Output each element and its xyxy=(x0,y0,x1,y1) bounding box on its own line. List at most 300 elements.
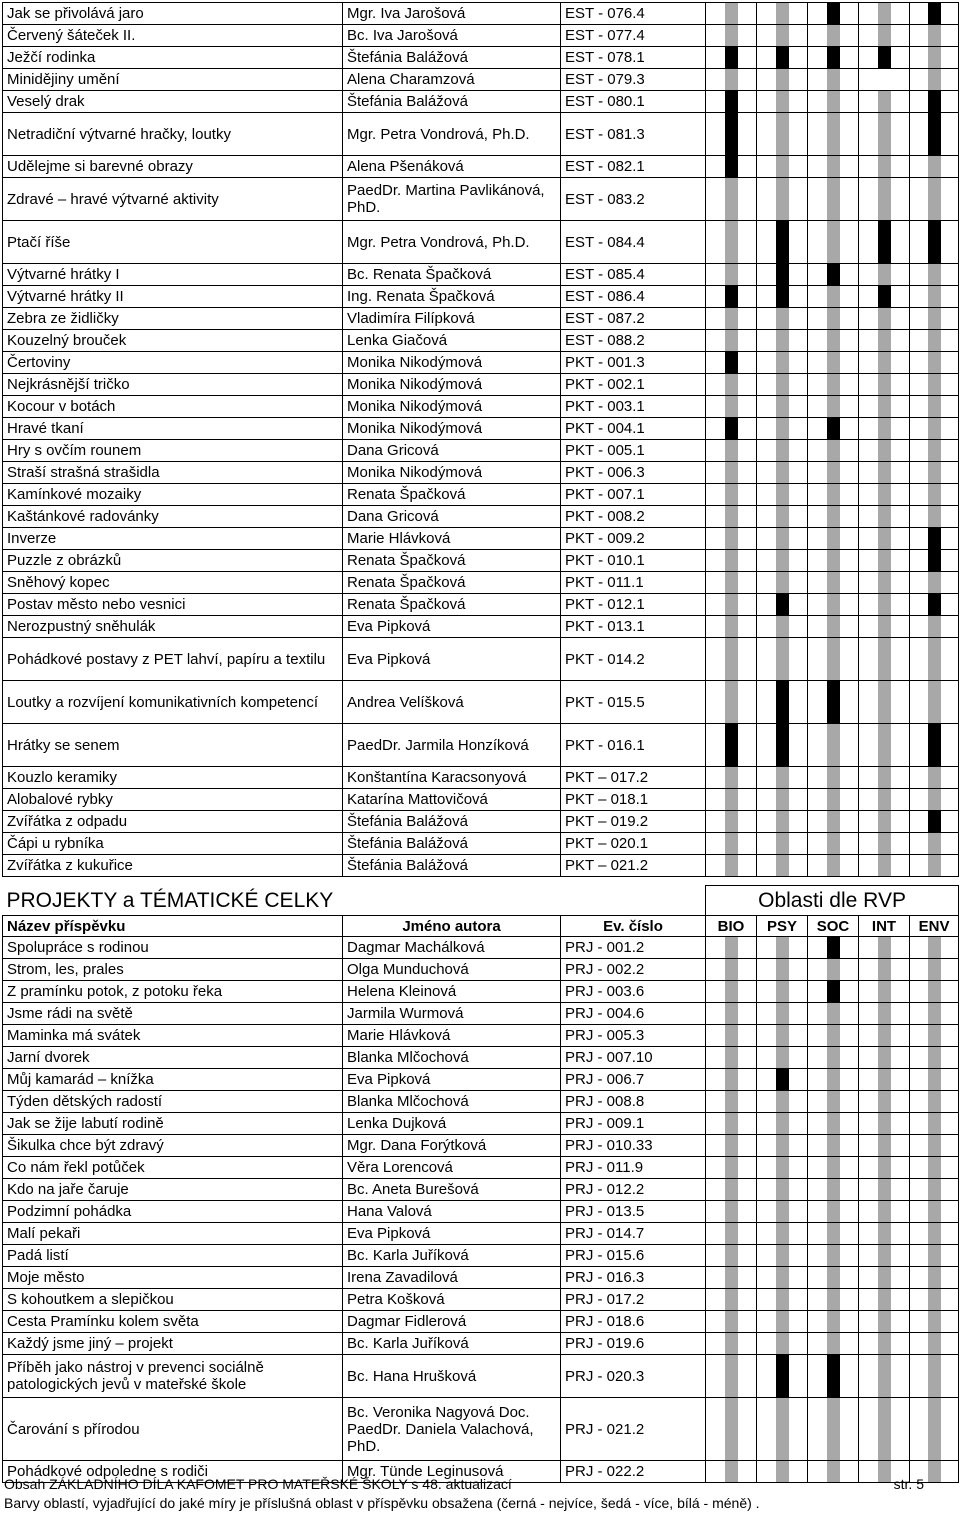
area-cell xyxy=(757,959,808,981)
area-cell xyxy=(910,833,959,855)
contribution-name: Podzimní pohádka xyxy=(3,1201,343,1223)
area-level-marker xyxy=(878,47,891,68)
area-level-marker xyxy=(827,462,840,483)
table-row xyxy=(3,1355,959,1398)
author-name: Eva Pipková xyxy=(343,638,561,681)
area-level-marker xyxy=(827,937,840,958)
header-number: Ev. číslo xyxy=(561,916,706,937)
area-level-marker xyxy=(776,374,789,395)
area-level-marker xyxy=(878,374,891,395)
area-cell xyxy=(706,1311,757,1333)
area-cell xyxy=(757,1333,808,1355)
author-name: Renata Špačková xyxy=(343,484,561,506)
author-name: Bc. Aneta Burešová xyxy=(343,1179,561,1201)
area-cell xyxy=(910,981,959,1003)
area-cell xyxy=(910,396,959,418)
area-level-marker xyxy=(878,528,891,549)
area-cell xyxy=(757,724,808,767)
area-cell xyxy=(808,440,859,462)
area-level-marker xyxy=(928,1113,941,1134)
table-row xyxy=(3,1091,959,1113)
area-level-marker xyxy=(776,638,789,680)
area-cell xyxy=(808,1179,859,1201)
table-row xyxy=(3,528,959,550)
area-cell xyxy=(808,616,859,638)
registration-number: EST - 086.4 xyxy=(561,286,706,308)
area-level-marker xyxy=(827,1025,840,1046)
contribution-name: Ježčí rodinka xyxy=(3,47,343,69)
area-cell xyxy=(859,681,910,724)
area-level-marker xyxy=(928,1289,941,1310)
area-cell xyxy=(706,221,757,264)
area-cell xyxy=(706,156,757,178)
area-level-marker xyxy=(878,1025,891,1046)
contribution-name: Alobalové rybky xyxy=(3,789,343,811)
area-cell xyxy=(859,1113,910,1135)
area-level-marker xyxy=(928,638,941,680)
table-row xyxy=(3,1311,959,1333)
area-level-marker xyxy=(878,1267,891,1288)
contribution-name: Kouzelný brouček xyxy=(3,330,343,352)
area-level-marker xyxy=(827,1069,840,1090)
registration-number: PKT - 015.5 xyxy=(561,681,706,724)
contribution-name: Šikulka chce být zdravý xyxy=(3,1135,343,1157)
area-cell xyxy=(757,1245,808,1267)
registration-number: EST - 077.4 xyxy=(561,25,706,47)
area-level-marker xyxy=(776,91,789,112)
contribution-name: Co nám řekl potůček xyxy=(3,1157,343,1179)
area-level-marker xyxy=(827,1201,840,1222)
area-level-marker xyxy=(928,594,941,615)
area-cell xyxy=(706,418,757,440)
area-level-marker xyxy=(928,1333,941,1354)
area-cell xyxy=(859,550,910,572)
area-level-marker xyxy=(878,855,891,876)
registration-number: EST - 087.2 xyxy=(561,308,706,330)
area-cell xyxy=(910,1223,959,1245)
registration-number: PRJ - 008.8 xyxy=(561,1091,706,1113)
area-level-marker xyxy=(725,1091,738,1112)
area-cell xyxy=(910,1179,959,1201)
area-cell xyxy=(808,1245,859,1267)
area-level-marker xyxy=(878,937,891,958)
area-cell xyxy=(910,506,959,528)
area-level-marker xyxy=(878,396,891,417)
registration-number: PRJ - 020.3 xyxy=(561,1355,706,1398)
area-level-marker xyxy=(776,418,789,439)
area-level-marker xyxy=(776,1201,789,1222)
area-level-marker xyxy=(928,113,941,155)
table-row xyxy=(3,1047,959,1069)
area-level-marker xyxy=(725,462,738,483)
area-cell xyxy=(808,506,859,528)
area-level-marker xyxy=(725,1025,738,1046)
area-level-marker xyxy=(827,374,840,395)
area-level-marker xyxy=(827,1003,840,1024)
author-name: Andrea Velíšková xyxy=(343,681,561,724)
area-cell xyxy=(808,25,859,47)
contribution-name: Hrátky se senem xyxy=(3,724,343,767)
area-cell xyxy=(706,396,757,418)
area-level-marker xyxy=(776,440,789,461)
area-cell xyxy=(808,1333,859,1355)
contribution-name: Zdravé – hravé výtvarné aktivity xyxy=(3,178,343,221)
area-level-marker xyxy=(776,113,789,155)
area-level-marker xyxy=(928,1003,941,1024)
contribution-name: Čertoviny xyxy=(3,352,343,374)
header-area-psy: PSY xyxy=(757,916,808,937)
area-level-marker xyxy=(725,1179,738,1200)
area-level-marker xyxy=(776,484,789,505)
area-cell xyxy=(757,1311,808,1333)
area-level-marker xyxy=(928,264,941,285)
author-name: Renata Špačková xyxy=(343,550,561,572)
contribution-name: Jarní dvorek xyxy=(3,1047,343,1069)
area-cell xyxy=(706,25,757,47)
area-level-marker xyxy=(827,959,840,980)
area-cell xyxy=(859,1135,910,1157)
area-level-marker xyxy=(725,221,738,263)
area-cell xyxy=(757,616,808,638)
area-level-marker xyxy=(928,1461,941,1482)
author-name: Marie Hlávková xyxy=(343,528,561,550)
area-level-marker xyxy=(878,91,891,112)
author-name: PaedDr. Jarmila Honzíková xyxy=(343,724,561,767)
area-level-marker xyxy=(827,156,840,177)
contribution-name: Spolupráce s rodinou xyxy=(3,937,343,959)
table-row xyxy=(3,69,959,91)
area-cell xyxy=(859,1223,910,1245)
author-name: Lenka Dujková xyxy=(343,1113,561,1135)
area-level-marker xyxy=(776,1267,789,1288)
area-level-marker xyxy=(725,286,738,307)
header-name: Název příspěvku xyxy=(3,916,343,937)
area-cell xyxy=(859,330,910,352)
author-name: Lenka Giačová xyxy=(343,330,561,352)
author-name: Mgr. Tünde Leginusová xyxy=(343,1461,561,1483)
contribution-name: Zebra ze židličky xyxy=(3,308,343,330)
author-name: Ing. Renata Špačková xyxy=(343,286,561,308)
area-cell xyxy=(859,178,910,221)
area-level-marker xyxy=(878,638,891,680)
area-cell xyxy=(757,156,808,178)
area-cell xyxy=(808,1157,859,1179)
author-name: Mgr. Petra Vondrová, Ph.D. xyxy=(343,221,561,264)
area-level-marker xyxy=(776,528,789,549)
header-area-env: ENV xyxy=(910,916,959,937)
area-cell xyxy=(859,638,910,681)
area-level-marker xyxy=(827,1245,840,1266)
area-cell xyxy=(859,1267,910,1289)
registration-number: PRJ - 002.2 xyxy=(561,959,706,981)
author-name: Štefánia Balážová xyxy=(343,91,561,113)
area-cell xyxy=(706,47,757,69)
contribution-name: Kdo na jaře čaruje xyxy=(3,1179,343,1201)
area-level-marker xyxy=(878,418,891,439)
area-level-marker xyxy=(928,308,941,329)
area-level-marker xyxy=(928,440,941,461)
area-cell xyxy=(859,221,910,264)
area-cell xyxy=(910,440,959,462)
area-cell xyxy=(910,1047,959,1069)
area-cell xyxy=(859,724,910,767)
registration-number: PRJ - 016.3 xyxy=(561,1267,706,1289)
contribution-name: Ptačí říše xyxy=(3,221,343,264)
area-cell xyxy=(808,1223,859,1245)
area-cell xyxy=(910,594,959,616)
area-cell xyxy=(910,91,959,113)
author-name: Blanka Mlčochová xyxy=(343,1091,561,1113)
area-cell xyxy=(706,638,757,681)
table-row xyxy=(3,221,959,264)
area-cell xyxy=(757,91,808,113)
area-cell xyxy=(910,286,959,308)
area-level-marker xyxy=(776,264,789,285)
area-cell xyxy=(808,484,859,506)
table-row xyxy=(3,572,959,594)
area-cell xyxy=(859,855,910,877)
registration-number: EST - 083.2 xyxy=(561,178,706,221)
author-name: Eva Pipková xyxy=(343,616,561,638)
area-cell xyxy=(808,1135,859,1157)
area-level-marker xyxy=(776,25,789,46)
registration-number: EST - 076.4 xyxy=(561,3,706,25)
author-name: Alena Charamzová xyxy=(343,69,561,91)
area-level-marker xyxy=(878,1113,891,1134)
area-level-marker xyxy=(928,616,941,637)
registration-number: EST - 084.4 xyxy=(561,221,706,264)
area-level-marker xyxy=(928,681,941,723)
area-level-marker xyxy=(827,1398,840,1460)
area-cell xyxy=(859,286,910,308)
area-cell xyxy=(757,811,808,833)
contribution-name: Puzzle z obrázků xyxy=(3,550,343,572)
area-cell xyxy=(706,1025,757,1047)
area-level-marker xyxy=(776,616,789,637)
author-name: Dagmar Machálková xyxy=(343,937,561,959)
area-level-marker xyxy=(827,833,840,854)
area-level-marker xyxy=(725,550,738,571)
area-level-marker xyxy=(878,308,891,329)
author-name: Katarína Mattovičová xyxy=(343,789,561,811)
registration-number: PRJ - 004.6 xyxy=(561,1003,706,1025)
area-cell xyxy=(859,1355,910,1398)
area-cell xyxy=(706,484,757,506)
area-level-marker xyxy=(725,47,738,68)
table-row xyxy=(3,47,959,69)
author-name: Konštantína Karacsonyová xyxy=(343,767,561,789)
area-cell xyxy=(859,25,910,47)
area-level-marker xyxy=(827,1223,840,1244)
registration-number: PKT – 017.2 xyxy=(561,767,706,789)
area-level-marker xyxy=(928,1091,941,1112)
area-cell xyxy=(859,572,910,594)
area-cell xyxy=(757,25,808,47)
area-level-marker xyxy=(878,1201,891,1222)
author-name: Bc. Karla Juříková xyxy=(343,1245,561,1267)
area-cell xyxy=(910,616,959,638)
area-cell xyxy=(859,1157,910,1179)
area-level-marker xyxy=(725,1003,738,1024)
area-level-marker xyxy=(725,1355,738,1397)
area-level-marker xyxy=(776,221,789,263)
area-cell xyxy=(910,69,959,91)
area-cell xyxy=(757,1267,808,1289)
area-cell xyxy=(757,981,808,1003)
area-cell xyxy=(910,572,959,594)
area-level-marker xyxy=(928,506,941,527)
area-level-marker xyxy=(776,1157,789,1178)
area-level-marker xyxy=(928,3,941,24)
area-level-marker xyxy=(878,1398,891,1460)
area-level-marker xyxy=(725,156,738,177)
area-cell xyxy=(859,789,910,811)
area-cell xyxy=(910,855,959,877)
area-level-marker xyxy=(827,572,840,593)
area-level-marker xyxy=(878,572,891,593)
area-level-marker xyxy=(878,462,891,483)
area-cell xyxy=(706,594,757,616)
area-cell xyxy=(808,69,859,91)
area-cell xyxy=(757,1223,808,1245)
contribution-name: Pohádkové odpoledne s rodiči xyxy=(3,1461,343,1483)
area-cell xyxy=(910,1003,959,1025)
area-level-marker xyxy=(827,286,840,307)
table-row xyxy=(3,156,959,178)
area-level-marker xyxy=(827,484,840,505)
area-cell xyxy=(706,1355,757,1398)
author-name: Helena Kleinová xyxy=(343,981,561,1003)
area-cell xyxy=(706,1267,757,1289)
area-level-marker xyxy=(776,286,789,307)
area-cell xyxy=(808,1113,859,1135)
area-cell xyxy=(706,833,757,855)
area-level-marker xyxy=(725,1245,738,1266)
area-level-marker xyxy=(725,506,738,527)
section-title: PROJEKTY a TÉMATICKÉ CELKY xyxy=(6,888,334,912)
area-level-marker xyxy=(776,1179,789,1200)
area-level-marker xyxy=(928,724,941,766)
area-level-marker xyxy=(878,440,891,461)
area-cell xyxy=(706,616,757,638)
area-level-marker xyxy=(725,374,738,395)
area-cell xyxy=(808,594,859,616)
area-level-marker xyxy=(928,1267,941,1288)
area-level-marker xyxy=(725,594,738,615)
area-cell xyxy=(706,959,757,981)
table-row xyxy=(3,396,959,418)
area-level-marker xyxy=(827,528,840,549)
registration-number: PRJ - 018.6 xyxy=(561,1311,706,1333)
area-cell xyxy=(859,47,910,69)
contribution-name: Výtvarné hrátky II xyxy=(3,286,343,308)
area-cell xyxy=(757,462,808,484)
table-row xyxy=(3,462,959,484)
author-name: Monika Nikodýmová xyxy=(343,462,561,484)
area-level-marker xyxy=(725,1201,738,1222)
area-level-marker xyxy=(776,937,789,958)
area-level-marker xyxy=(776,1113,789,1134)
contribution-name: Jak se žije labutí rodině xyxy=(3,1113,343,1135)
table-row xyxy=(3,506,959,528)
area-cell xyxy=(859,528,910,550)
area-level-marker xyxy=(827,594,840,615)
area-level-marker xyxy=(878,1245,891,1266)
area-cell xyxy=(706,178,757,221)
area-level-marker xyxy=(878,1179,891,1200)
area-cell xyxy=(910,789,959,811)
table-row xyxy=(3,1179,959,1201)
area-cell xyxy=(910,681,959,724)
area-cell xyxy=(757,767,808,789)
area-cell xyxy=(706,1245,757,1267)
area-level-marker xyxy=(776,833,789,854)
area-cell xyxy=(910,3,959,25)
area-cell xyxy=(808,308,859,330)
area-cell xyxy=(706,724,757,767)
area-level-marker xyxy=(878,3,891,24)
area-cell xyxy=(706,462,757,484)
area-level-marker xyxy=(725,1311,738,1332)
area-level-marker xyxy=(776,855,789,876)
table-row xyxy=(3,855,959,877)
area-cell xyxy=(910,1289,959,1311)
contribution-name: Netradiční výtvarné hračky, loutky xyxy=(3,113,343,156)
author-name: Eva Pipková xyxy=(343,1223,561,1245)
area-level-marker xyxy=(725,811,738,832)
area-level-marker xyxy=(928,811,941,832)
area-level-marker xyxy=(776,69,789,90)
registration-number: EST - 088.2 xyxy=(561,330,706,352)
registration-number: PKT - 006.3 xyxy=(561,462,706,484)
area-cell xyxy=(757,47,808,69)
area-level-marker xyxy=(827,330,840,351)
registration-number: PRJ - 021.2 xyxy=(561,1398,706,1461)
area-cell xyxy=(757,1025,808,1047)
area-cell xyxy=(706,91,757,113)
area-cell xyxy=(910,638,959,681)
area-cell xyxy=(910,550,959,572)
author-name: Bc. Karla Juříková xyxy=(343,1333,561,1355)
area-level-marker xyxy=(928,1025,941,1046)
contribution-name: Straší strašná strašidla xyxy=(3,462,343,484)
area-level-marker xyxy=(928,91,941,112)
contribution-name: Veselý drak xyxy=(3,91,343,113)
table-row xyxy=(3,724,959,767)
table-row xyxy=(3,1398,959,1461)
header-author: Jméno autora xyxy=(343,916,561,937)
area-cell xyxy=(808,681,859,724)
registration-number: PKT - 005.1 xyxy=(561,440,706,462)
area-cell xyxy=(859,440,910,462)
contribution-name: Hravé tkaní xyxy=(3,418,343,440)
area-level-marker xyxy=(776,1047,789,1068)
area-cell xyxy=(859,3,910,25)
area-level-marker xyxy=(878,330,891,351)
author-name: Věra Lorencová xyxy=(343,1157,561,1179)
registration-number: PKT - 013.1 xyxy=(561,616,706,638)
area-cell xyxy=(910,937,959,959)
author-name: Mgr. Iva Jarošová xyxy=(343,3,561,25)
area-cell xyxy=(910,811,959,833)
contribution-name: Strom, les, prales xyxy=(3,959,343,981)
area-level-marker xyxy=(725,418,738,439)
registration-number: EST - 085.4 xyxy=(561,264,706,286)
area-level-marker xyxy=(878,264,891,285)
registration-number: PRJ - 005.3 xyxy=(561,1025,706,1047)
author-name: Hana Valová xyxy=(343,1201,561,1223)
area-cell xyxy=(808,1091,859,1113)
